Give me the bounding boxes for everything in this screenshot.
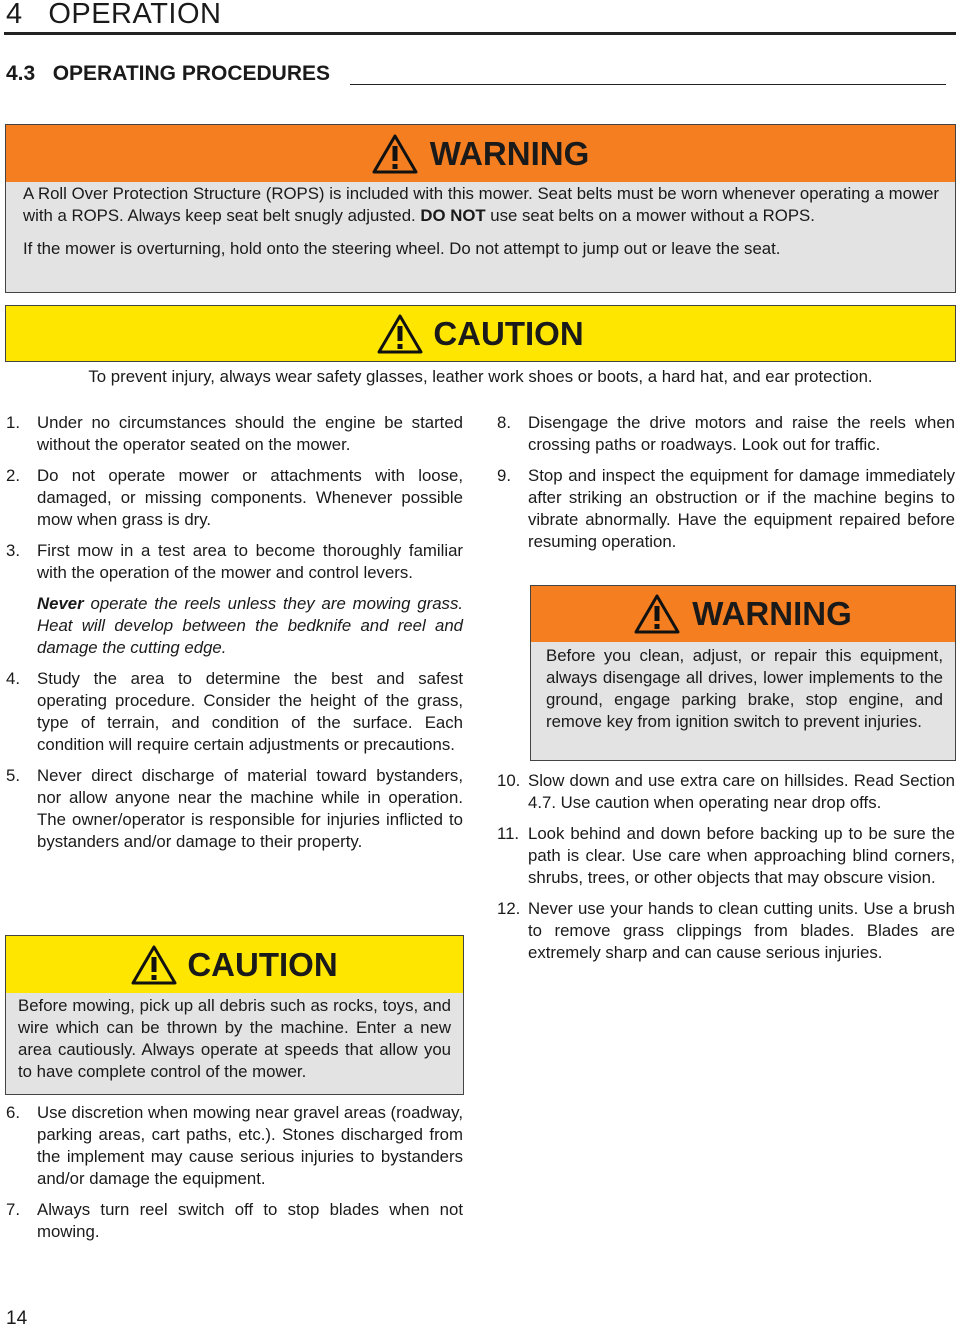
- warning-icon: [372, 134, 418, 174]
- warning-header: [6, 125, 955, 182]
- list-item: 8. Disengage the drive motors and raise the reels when crossing paths or roadways. Look out for traffic.: [497, 413, 955, 454]
- right-column: [497, 412, 955, 562]
- chapter-title: OPERATION: [48, 0, 222, 30]
- warning-icon: [131, 945, 177, 985]
- list-item: 9. Stop and inspect the equipment for damage immediately after striking an obstruction or if the machine begins to vibrate abnormally. Have the equipment repaired before resuming operation.: [497, 466, 955, 551]
- warning-text-2: If the mower is overturning, hold onto the steering wheel. Do not attempt to jump out or leave the seat.: [23, 239, 781, 258]
- caution-label: CAUTION: [433, 314, 584, 352]
- list-item: 10. Slow down and use extra care on hillsides. Read Section 4.7. Use caution when operating near drop offs.: [497, 771, 955, 812]
- list-item: 6. Use discretion when mowing near gravel areas (roadway, parking areas, cart paths, etc.). Stones discharged from the implement may cause serious injuries to bystanders and/or damage the equipment.: [6, 1103, 463, 1188]
- list-item: 7. Always turn reel switch off to stop blades when not mowing.: [6, 1200, 463, 1241]
- warning-box-top: [5, 124, 956, 293]
- list-item: 2. Do not operate mower or attachments with loose, damaged, or missing components. Whenever possible mow when grass is dry.: [6, 466, 463, 529]
- caution-header: [5, 306, 956, 362]
- note-text: Never operate the reels unless they are mowing grass. Heat will develop between the bedknife and reel and damage the cutting edge.: [37, 594, 463, 657]
- warning-header: [531, 586, 955, 642]
- page-number: 14: [6, 1308, 28, 1329]
- left-column-lower: [6, 1102, 463, 1252]
- section-rule: [350, 84, 946, 85]
- chapter-rule: [4, 32, 956, 35]
- right-column-lower: [497, 770, 955, 973]
- list-item: 3. First mow in a test area to become thoroughly familiar with the operation of the mower and control levers.: [6, 541, 463, 582]
- caution-box-left: [5, 935, 464, 1095]
- warning-label: WARNING: [429, 134, 590, 172]
- warning-box-right: [530, 585, 956, 761]
- chapter-number: 4: [6, 0, 23, 30]
- list-item: 11. Look behind and down before backing up to be sure the path is clear. Use care when approaching blind corners, shrubs, trees, or other objects that may obscure vision.: [497, 824, 955, 887]
- warning-icon: [634, 594, 680, 634]
- list-item: 12. Never use your hands to clean cutting units. Use a brush to remove grass clippings from blades. Blades are extremely sharp and can cause serious injuries.: [497, 899, 955, 962]
- chapter-heading: [6, 0, 221, 31]
- list-item: 1. Under no circumstances should the engine be started without the operator seated on the mower.: [6, 413, 463, 454]
- caution-text: To prevent injury, always wear safety glasses, leather work shoes or boots, a hard hat, and ear protection.: [88, 367, 873, 386]
- caution-label: CAUTION: [187, 945, 338, 983]
- caution-text: Before mowing, pick up all debris such as rocks, toys, and wire which can be thrown by the machine. Enter a new area cautiously. Always operate at speeds that allow you to have complete control of the mower.: [18, 996, 451, 1081]
- left-column: [6, 412, 463, 862]
- list-item: 5. Never direct discharge of material toward bystanders, nor allow anyone near the machine while in operation. The owner/operator is responsible for injuries inflicted to bystanders and/or damage to their property.: [6, 766, 463, 851]
- section-title: 4.3 OPERATING PROCEDURES: [6, 62, 331, 85]
- warning-text: Before you clean, adjust, or repair this equipment, always disengage all drives, lower implements to the ground, engage parking brake, stop engine, and remove key from ignition switch to prevent injuries.: [546, 646, 943, 731]
- caution-header: [6, 936, 463, 993]
- warning-icon: [377, 314, 423, 354]
- warning-text-1: A Roll Over Protection Structure (ROPS) is included with this mower. Seat belts must be worn whenever operating a mower with a ROPS. Always keep seat belt snugly adjusted. DO NOT use seat belts on a mower without a ROPS.: [23, 184, 939, 225]
- caution-box-top: [5, 305, 956, 392]
- warning-label: WARNING: [692, 595, 852, 632]
- list-item: 4. Study the area to determine the best and safest operating procedure. Consider the height of the grass, type of terrain, and condition of the surface. Each condition will require certain adjustments or precautions.: [6, 669, 463, 754]
